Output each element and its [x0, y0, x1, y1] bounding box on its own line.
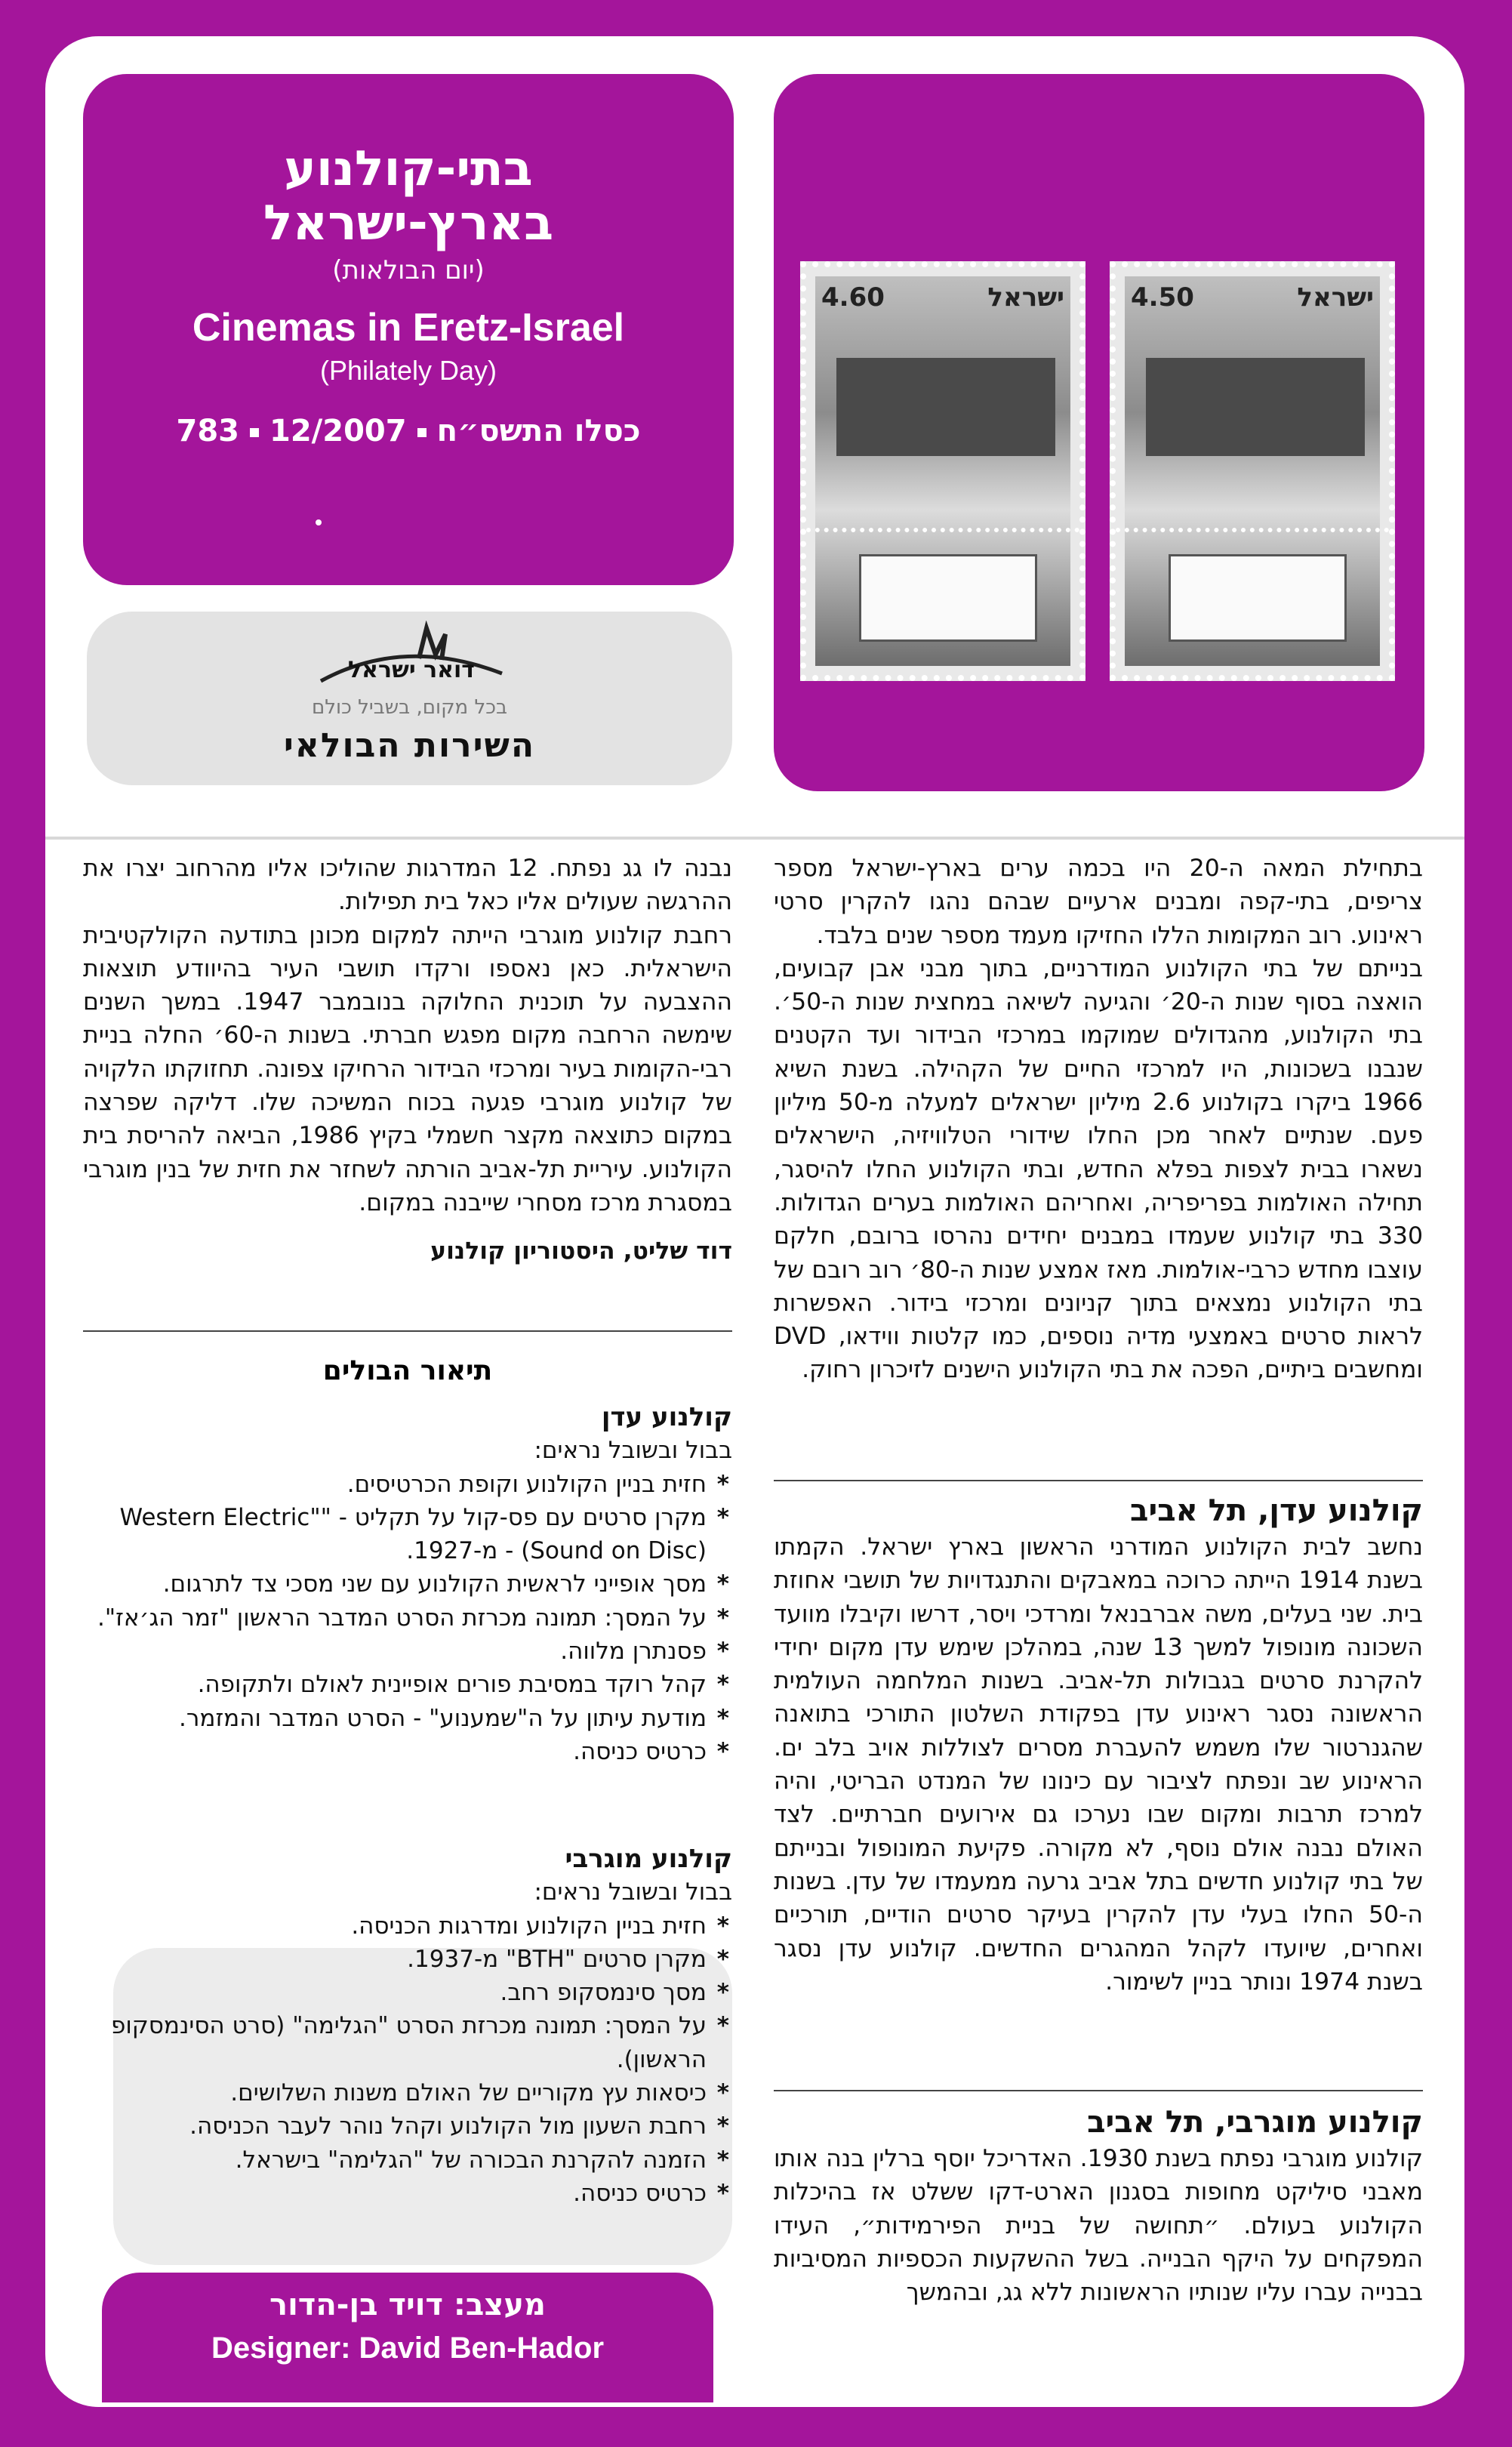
mograbi-continued: רחבת קולנוע מוגרבי הייתה למקום מכונן בתודעה הקולקטיבית הישראלית. כאן נאספו ורקדו תושבי העיר בהיוודע תוצאות ההצבעה על תוכנית החלוקה בנובמבר 1947. במשך השנים שימשה הרחבה מקום מפגש חברתי. בשנות ה-60׳ החלה בניית רבי-הקומות בעיר ומרכזי הבידור הרחיקו צפונה. תחזוקתו הלקויה של קולנוע מוגרבי פגעה בכוח המשיכה שלו. דליקה שפרצה במקום כתוצאה מקצר חשמלי בקיץ 1986, הביאה להריסת בית הקולנוע. עיריית תל-אביב הורתה לשחזר את חזית של בנין מוגרבי במסגרת מרכז מסחרי שייבנה במקום.: [83, 921, 733, 1216]
issue-date: 12/2007: [269, 414, 407, 448]
desc-eden-list: [83, 1468, 732, 1769]
stamp-description-title: תיאור הבולים: [322, 1355, 493, 1386]
title-english: Cinemas in Eretz-Israel: [192, 306, 625, 350]
intro-paragraph: בנייתם של בתי הקולנוע המודרניים, בתוך מבני אבן קבועים, הואצה בסוף שנות ה-20׳ והגיעה לשיאה במחצית שנות ה-50׳. בתי הקולנוע, מהגדולים שמוקמו במרכזי הבידור ועד הקטנים שנבנו בשכונות, היו למרכזי החיים של הקהילה. בשנת השיא 1966 ביקרו בקולנוע 2.6 מיליון ישראלים למעלה מ-50 מיליון פעם. שנתיים לאחר מכן החלו שידורי הטלוויזיה, הישראלים נשארו בבית לצפות בפלא החדש, ובתי הקולנוע החלו להיסגר, תחילה האולמות בפריפריה, ואחריהם האולמות בערים הגדולות. 330 בתי קולנוע שעמדו במבנים יחידים נהרסו ברובם, חלקם עוצבו מחדש כרבי-אולמות. מאז אמצע שנות ה-80׳ רוב רובם של בתי הקולנוע נמצאים בתוך קניונים ומרכזי בידור. האפשרות לראות סרטים באמצעי מדיה נוספים, כמו קלטות ווידאו, DVD ומחשבים ביתיים, הפכה את בתי הקולנוע הישנים לזיכרון רחוק.: [774, 954, 1423, 1384]
issue-line: [83, 414, 734, 448]
list-item: * על המסך: תמונה מכרזת הסרט המדבר הראשון "זמר הג׳אז".: [83, 1601, 732, 1635]
desc-mograbi-lead: בבול ובשובל נראים:: [534, 1878, 732, 1906]
logo-name: דואר ישראל: [348, 657, 475, 683]
designer-tab: [102, 2273, 713, 2402]
list-item: * רחבת השעון מול הקולנוע וקהל נוהר לעבר הכניסה.: [83, 2110, 732, 2143]
designer-hebrew: מעצב: דויד בן-הדור: [269, 2288, 546, 2322]
intro-text: [774, 852, 1423, 1387]
list-item: * כיסאות עץ מקוריים של האולם משנות השלושים.: [83, 2076, 732, 2110]
stamp-tab-image: [859, 554, 1037, 642]
stamp-screen-image: [1146, 358, 1365, 456]
mograbi-continued: נבנה לו גג נפתח. 12 המדרגות שהוליכו אליו מהרחוב יצרו את ההרגשה שעולים אליו כאל בית תפילות.: [83, 855, 732, 916]
logo-slogan: בכל מקום, בשביל כולם: [312, 696, 507, 719]
eden-heading: קולנוע עדן, תל אביב: [1130, 1493, 1423, 1528]
title-hebrew-line1: בתי-קולנוע: [284, 141, 533, 197]
desc-mograbi: [83, 1842, 732, 2210]
divider-line: [83, 1330, 732, 1332]
stamp-screen-image: [836, 358, 1055, 456]
issue-hebrew-date: כסלו התשס״ח: [436, 414, 641, 448]
list-item: * קהל רוקד במסיבת פורים אופיינית לאולם ולתקופה.: [83, 1668, 732, 1701]
list-item: * כרטיס כניסה.: [83, 1735, 732, 1768]
title-hebrew-subtitle: (יום הבולאות): [332, 255, 485, 285]
fold-line: [45, 837, 1464, 840]
stamp-mograbi: [800, 261, 1085, 681]
stamp-eden: [1110, 261, 1395, 681]
left-column-text: [83, 852, 732, 1268]
list-item: * פסנתרן מלווה.: [83, 1635, 732, 1668]
philatelic-service-label: השירות הבולאי: [283, 726, 536, 765]
mograbi-text: קולנוע מוגרבי נפתח בשנת 1930. האדריכל יוסף ברלין בנה אותו מאבני סיליקט מחופות בסגנון הארט-דקו ששלט אז בהיכלות הקולנוע בעולם. ״תחושה של בניית הפירמידות״, העידו המפקחים על היקף הבנייה. בשל ההשקעות הכספיות המסיביות בבנייה עברו עליו שנותיו הראשונות ללא גג, ובהמשך: [774, 2145, 1423, 2307]
divider-line: [774, 1480, 1423, 1481]
desc-eden-heading: קולנוע עדן: [601, 1402, 732, 1432]
stamp-country: ישראל: [1297, 282, 1374, 313]
stamp-tab-perforation: [806, 528, 1079, 532]
israel-post-deer-icon: [313, 621, 510, 696]
decorative-dot: [316, 519, 322, 525]
stamp-country: ישראל: [987, 282, 1064, 313]
stamp-value: 4.60: [821, 282, 885, 313]
desc-mograbi-heading: קולנוע מוגרבי: [565, 1844, 732, 1874]
eden-text: נחשב לבית הקולנוע המודרני הראשון בארץ ישראל. הקמתו בשנת 1914 הייתה כרוכה במאבקים והתנגדויות של תושבי אחוזת בית. שני בעלים, משה אברבנאל ומרדכי ויסר, דרשו וקיבלו מוועד השכונה מונופול למשך 13 שנה, במהלכן שימש עדן מקום יחידי להקרנת סרטים בגבולות תל-אביב. בשנות המלחמה העולמית הראשונה נסגר ראינוע עדן בפקודת השלטון התורכי בתואנה שהגנרטור שלו משמש להעברת מסרים לצוללות אויב בלב ים. הראינוע שב ונפתח לציבור עם כינונו של המנדט הבריטי, והיה למרכז תרבות ומקום שבו נערכו גם אירועים חברתיים. לצד האולם נבנה אולם נוסף, לא מקורה. פקיעת המונופול ובנייתם של בתי קולנוע חדשים בתל אביב גרעה ממעמדו של עדן. בשנות ה-50 החלו בעלי עדן להקרין בעיקר סרטים הודיים, תורכיים ואחרים, שיועדו לקהל המהגרים החדשים. קולנוע עדן נסגר בשנת 1974 ונותר בניין לשימור.: [774, 1533, 1424, 1996]
desc-mograbi-list: [83, 1909, 732, 2211]
israel-post-logo-box: [87, 612, 732, 785]
intro-paragraph: בתחילת המאה ה-20 היו בכמה ערים בארץ-ישראל מספר צריפים, בתי-קפה ומבנים ארעיים שבהם נהגו להקרין סרטי ראינוע. רוב המקומות הללו החזיקו מעמד מספר שנים בלבד.: [774, 855, 1423, 949]
list-item: * מקרן סרטים עם פס-קול על תקליט - "Western Electric" (Sound on Disc) - מ-1927.: [83, 1501, 732, 1568]
desc-eden-lead: בבול ובשובל נראים:: [534, 1437, 732, 1465]
stamp-panel: [774, 74, 1424, 791]
list-item: * חזית בניין הקולנוע וקופת הכרטיסים.: [83, 1468, 732, 1501]
mograbi-section: [774, 2103, 1423, 2309]
stamp-tab-image: [1169, 554, 1347, 642]
divider-line: [774, 2090, 1423, 2091]
title-panel: [83, 74, 734, 585]
desc-eden: [83, 1401, 732, 1768]
list-item: * חזית בניין הקולנוע ומדרגות הכניסה.: [83, 1909, 732, 1943]
designer-english: Designer: David Ben-Hador: [211, 2331, 605, 2365]
list-item: * מודעת עיתון על ה"שמענוע" - הסרט המדבר והמזמר.: [83, 1702, 732, 1735]
mograbi-heading: קולנוע מוגרבי, תל אביב: [1087, 2105, 1423, 2140]
issue-number: 783: [176, 414, 239, 448]
list-item: * מסך סינמסקופ רחב.: [83, 1976, 732, 2009]
list-item: * כרטיס כניסה.: [83, 2177, 732, 2210]
author-signature: דוד שליט, היסטוריון קולנוע: [430, 1237, 732, 1265]
list-item: * על המסך: תמונה מכרזת הסרט "הגלימה" (סרט הסינמסקופ הראשון).: [83, 2009, 732, 2076]
stamp-tab-perforation: [1116, 528, 1389, 532]
title-english-subtitle: (Philately Day): [319, 355, 497, 386]
stamp-value: 4.50: [1131, 282, 1194, 313]
list-item: * מקרן סרטים "BTH" מ-1937.: [83, 1943, 732, 1976]
list-item: * הזמנה להקרנת הבכורה של "הגלימה" בישראל.: [83, 2143, 732, 2177]
eden-section: [774, 1491, 1423, 1999]
list-item: * מסך אופייני לראשית הקולנוע עם שני מסכי צד לתרגום.: [83, 1567, 732, 1601]
title-hebrew-line2: בארץ-ישראל: [263, 196, 554, 251]
